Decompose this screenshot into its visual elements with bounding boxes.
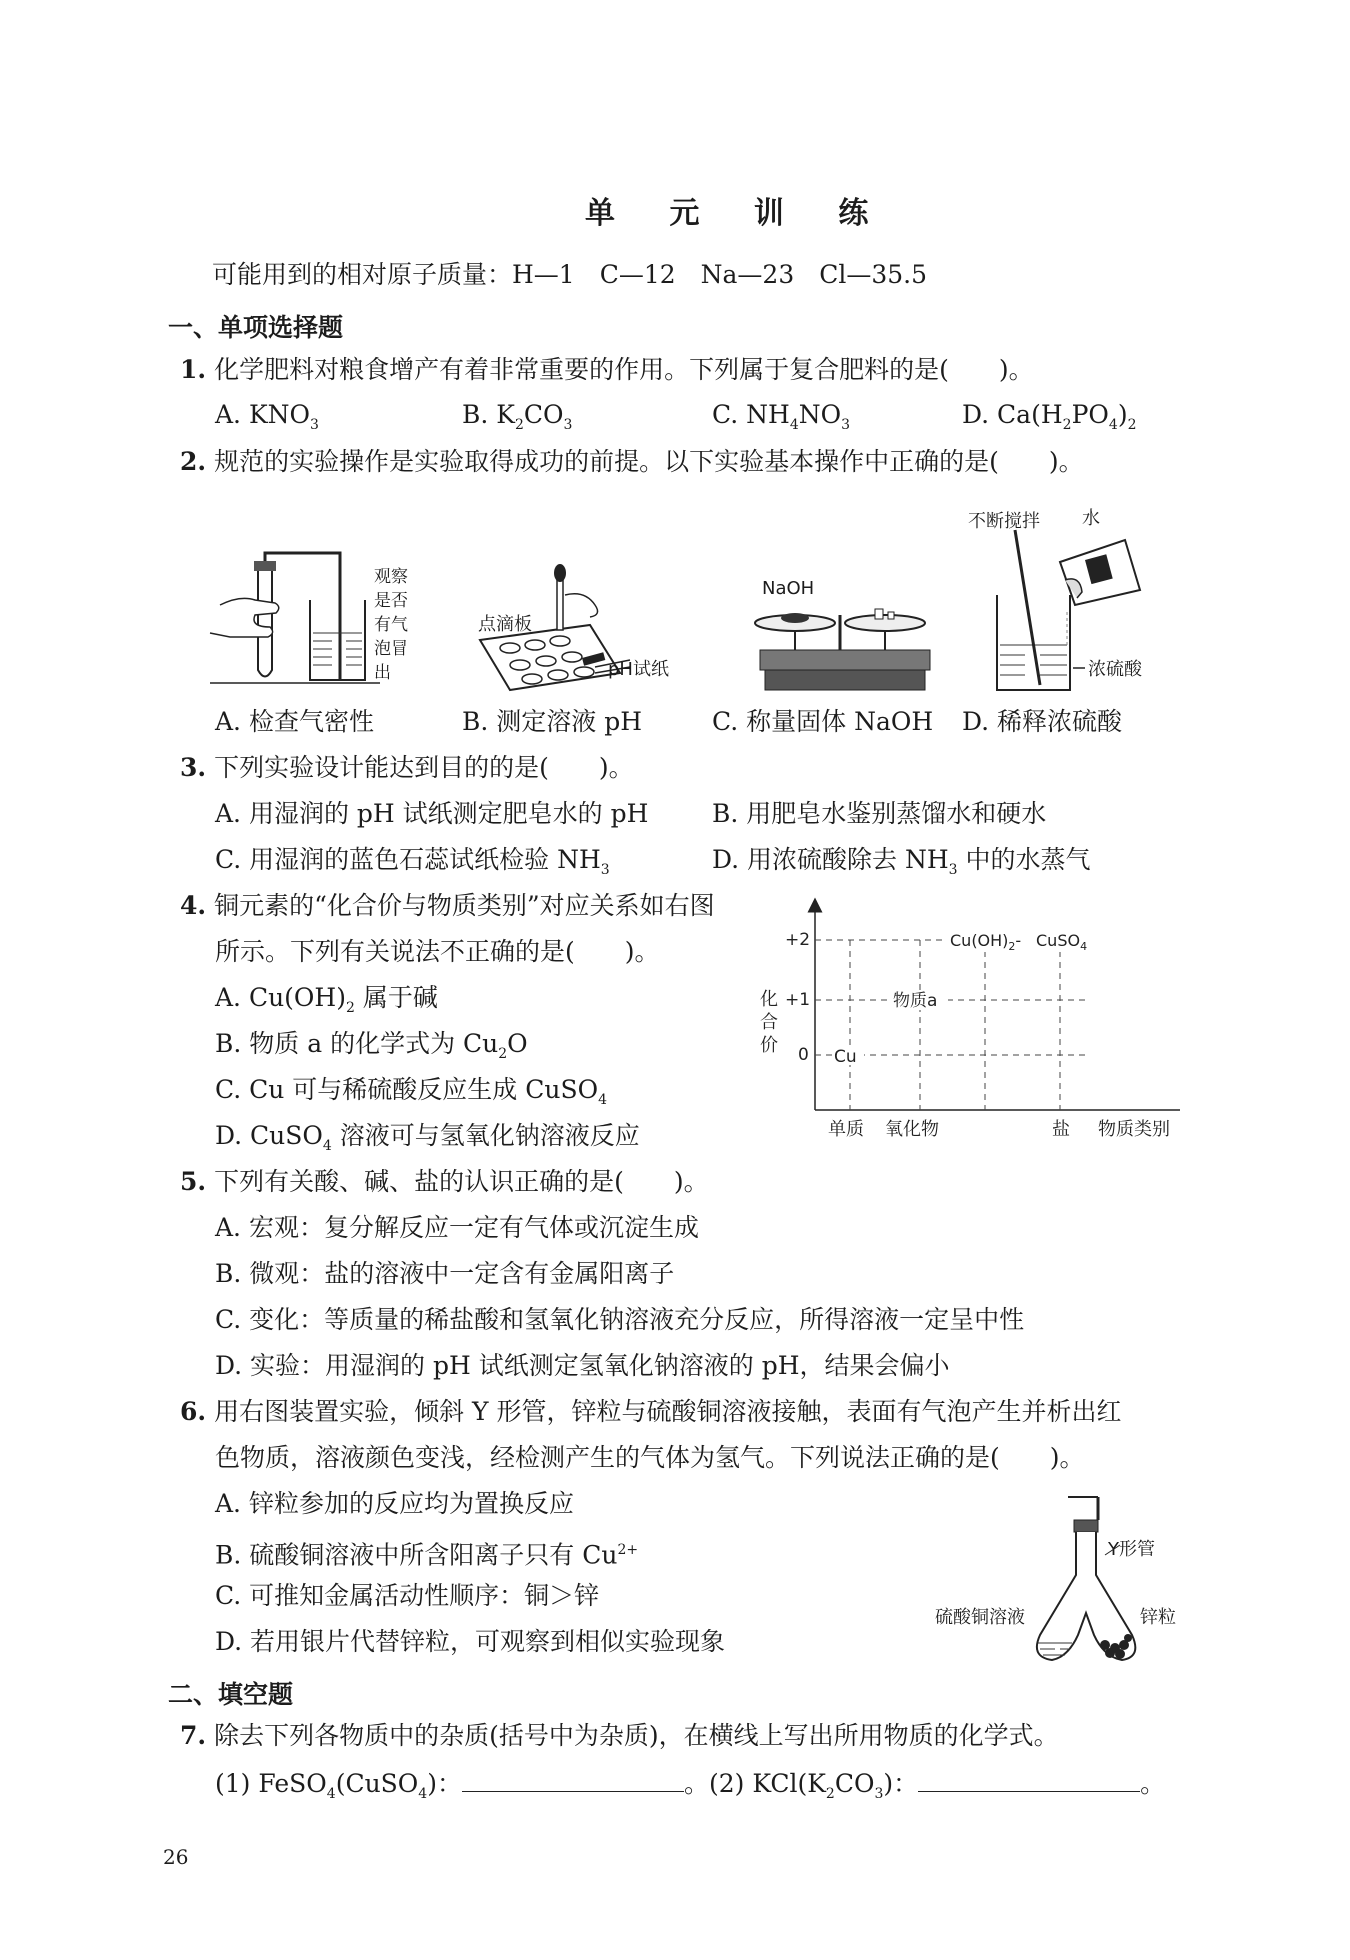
section-heading-fill: 二、填空题 [168,1680,294,1709]
y-tick-plus2: +2 [785,930,811,950]
q5-option-b: B. 微观：盐的溶液中一定含有金属阳离子 [215,1259,675,1288]
y-tick-plus1: +1 [785,990,811,1010]
conc-acid-label: 浓硫酸 [1088,659,1142,680]
page-title: 单 元 训 练 [585,196,891,231]
q2-option-c: C. 称量固体 NaOH [712,707,934,736]
spot-plate-label: 点滴板 [478,614,532,635]
question-stem: 用右图装置实验，倾斜 Y 形管，锌粒与硫酸铜溶液接触，表面有气泡产生并析出红 [214,1397,1122,1426]
question-1 [180,355,1034,385]
figure-y-tube [1010,1495,1180,1675]
q6-option-b: B. 硫酸铜溶液中所含阳离子只有 $Cu^{2+}$ [215,1540,639,1570]
x-tick-oxide: 氧化物 [885,1119,939,1140]
q5-option-a: A. 宏观：复分解反应一定有气体或沉淀生成 [215,1213,699,1242]
point-substance-a: 物质a [893,991,938,1011]
question-number: 3. [180,753,207,782]
page-number: 26 [163,1845,189,1869]
question-3 [180,753,634,783]
q3-option-b: B. 用肥皂水鉴别蒸馏水和硬水 [712,799,1047,828]
cuso4-solution-label: 硫酸铜溶液 [935,1607,1025,1628]
q5-option-c: C. 变化：等质量的稀盐酸和氢氧化钠溶液充分反应，所得溶液一定呈中性 [215,1305,1025,1334]
q3-option-a: A. 用湿润的 pH 试纸测定肥皂水的 pH [215,799,649,828]
x-title: 物质类别 [1098,1119,1170,1140]
q6-option-c: C. 可推知金属活动性顺序：铜＞锌 [215,1581,600,1610]
q2-option-b: B. 测定溶液 pH [462,707,643,736]
question-4 [180,891,715,921]
question-stem: 除去下列各物质中的杂质(括号中为杂质)，在横线上写出所用物质的化学式。 [214,1721,1059,1750]
question-stem: 下列有关酸、碱、盐的认识正确的是( )。 [214,1167,709,1196]
zinc-granules-label: 锌粒 [1140,1607,1176,1628]
q1-option-b: B. $K_2CO_3$ [462,400,573,433]
point-cuso4: CuSO$_4$ [1036,931,1088,953]
ph-paper-label: pH试纸 [608,659,669,680]
y-title-1: 化 [760,989,778,1010]
figure-dilution [985,520,1185,695]
section-heading-choice: 一、单项选择题 [168,313,344,342]
figure-balance [740,585,940,695]
question-6 [180,1397,1121,1427]
question-stem: 化学肥料对粮食增产有着非常重要的作用。下列属于复合肥料的是( )。 [214,355,1034,384]
x-tick-element: 单质 [828,1119,864,1140]
point-cu: Cu [834,1047,857,1067]
q3-option-c: C. 用湿润的蓝色石蕊试纸检验 $NH_3$ [215,845,610,878]
point-cuoh2: $Cu(OH)_2-$ [950,931,1022,953]
question-2 [180,447,1084,477]
question-7 [180,1721,1059,1751]
question-number: 5. [180,1167,207,1196]
y-title-3: 价 [760,1035,778,1056]
figure-airtightness [210,545,390,695]
question-stem: 下列实验设计能达到目的的是( )。 [214,753,634,782]
water-label: 水 [1082,508,1100,529]
question-number: 7. [180,1721,207,1750]
q4-option-b: B. 物质 a 的化学式为 $Cu_2O$ [215,1029,528,1062]
question-5 [180,1167,709,1197]
q6-option-d: D. 若用银片代替锌粒，可观察到相似实验现象 [215,1627,726,1656]
question-number: 6. [180,1397,207,1426]
question-4-line2: 所示。下列有关说法不正确的是( )。 [215,937,660,966]
q1-option-d: D. $Ca(H_2PO_4)_2$ [962,400,1137,433]
question-number: 1. [180,355,207,384]
y-tube-label: Y形管 [1108,1539,1155,1560]
q4-option-c: C. Cu 可与稀硫酸反应生成 CuSO$_4$ [215,1075,608,1108]
q2-option-a: A. 检查气密性 [215,707,374,736]
question-number: 2. [180,447,207,476]
stir-label: 不断搅拌 [968,511,1040,532]
question-stem: 规范的实验操作是实验取得成功的前提。以下实验基本操作中正确的是( )。 [214,447,1084,476]
q2-option-d: D. 稀释浓硫酸 [962,707,1123,736]
x-tick-salt: 盐 [1052,1119,1070,1140]
question-number: 4. [180,891,207,920]
q7-part-1: (1) FeSO$_4$(CuSO$_4$)： 。(2) $KCl(K_2CO_3)$： 。 [215,1769,1166,1802]
answer-blank-1[interactable] [462,1767,684,1792]
question-6-line2: 色物质，溶液颜色变浅，经检测产生的气体为氢气。下列说法正确的是( )。 [215,1443,1085,1472]
q1-option-a: A. $KNO_3$ [215,400,319,433]
valence-chart [760,900,1190,1150]
q1-option-c: C. $NH_4NO_3$ [712,400,851,433]
atomic-masses: 可能用到的相对原子质量：H—1 C—12 Na—23 Cl—35.5 [212,260,928,289]
y-tick-zero: 0 [798,1045,809,1065]
q6-option-a: A. 锌粒参加的反应均为置换反应 [215,1489,574,1518]
airtightness-label: 观察 是否 有气 泡冒 出 [374,567,408,683]
q3-option-d: D. 用浓硫酸除去 $NH_3$ 中的水蒸气 [712,845,1091,878]
naoh-label: NaOH [762,578,815,599]
answer-blank-2[interactable] [918,1767,1140,1792]
y-title-2: 合 [760,1012,778,1033]
q4-option-a: A. $Cu(OH)_2$ 属于碱 [215,983,438,1016]
q4-option-d: D. CuSO$_4$ 溶液可与氢氧化钠溶液反应 [215,1121,640,1154]
question-stem: 铜元素的“化合价与物质类别”对应关系如右图 [214,891,715,920]
q5-option-d: D. 实验：用湿润的 pH 试纸测定氢氧化钠溶液的 pH，结果会偏小 [215,1351,950,1380]
